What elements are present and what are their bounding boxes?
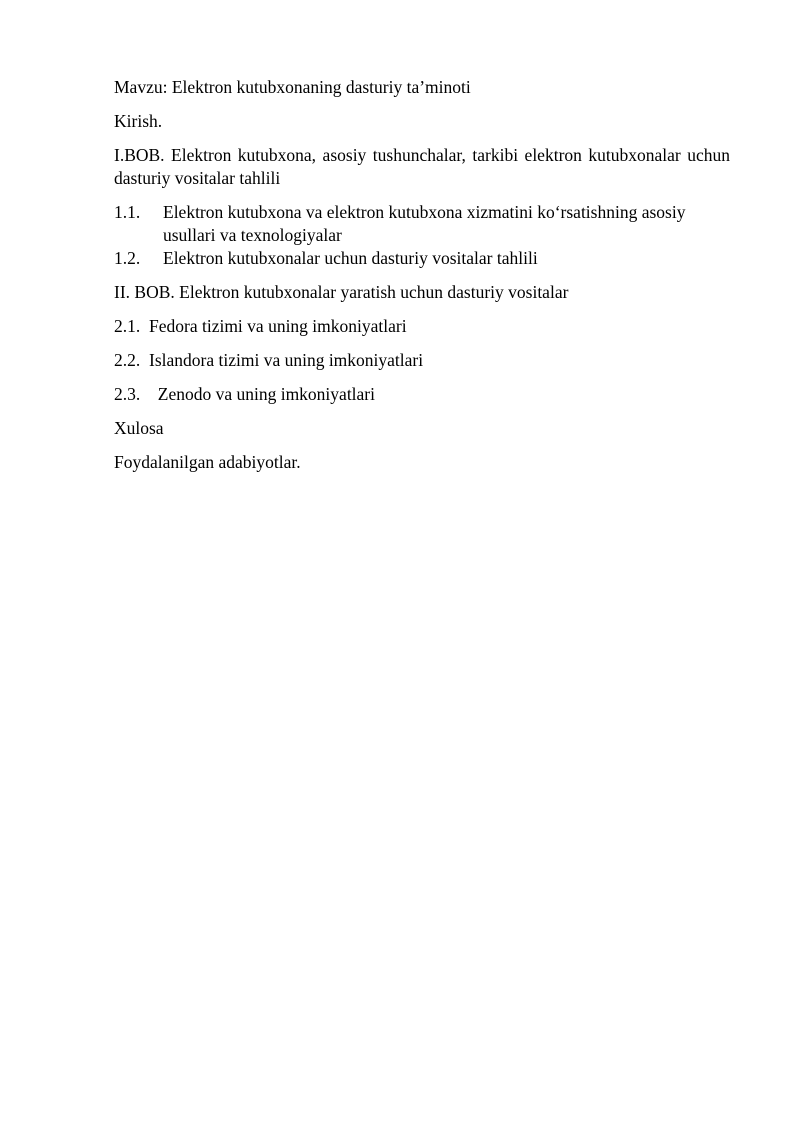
list-item: 2.1. Fedora tizimi va uning imkoniyatlari [114,316,407,336]
intro-entry: Kirish. [114,111,163,131]
chapter1-title: I.BOB. Elektron kutubxona, asosiy tushunchalar, tarkibi elektron kutubxonalar uchun dasturiy vositalar tahlili [114,145,730,188]
references-entry: Foydalanilgan adabiyotlar. [114,452,301,472]
list-item [114,201,730,247]
section-title: Elektron kutubxona va elektron kutubxona xizmatini ko‘rsatishning asosiy usullari va texnologiyalar [163,202,686,245]
chapter2-title: II. BOB. Elektron kutubxonalar yaratish uchun dasturiy vositalar [114,282,569,302]
section-number: 1.1. [114,202,141,222]
section-title: Elektron kutubxonalar uchun dasturiy vositalar tahlili [163,248,538,268]
topic-title: Mavzu: Elektron kutubxonaning dasturiy ta’minoti [114,77,471,97]
section-number: 1.2. [114,248,141,268]
table-of-contents [114,76,730,485]
list-item: 2.3. Zenodo va uning imkoniyatlari [114,384,375,404]
list-item [114,247,730,270]
conclusion-entry: Xulosa [114,418,164,438]
list-item: 2.2. Islandora tizimi va uning imkoniyatlari [114,350,424,370]
